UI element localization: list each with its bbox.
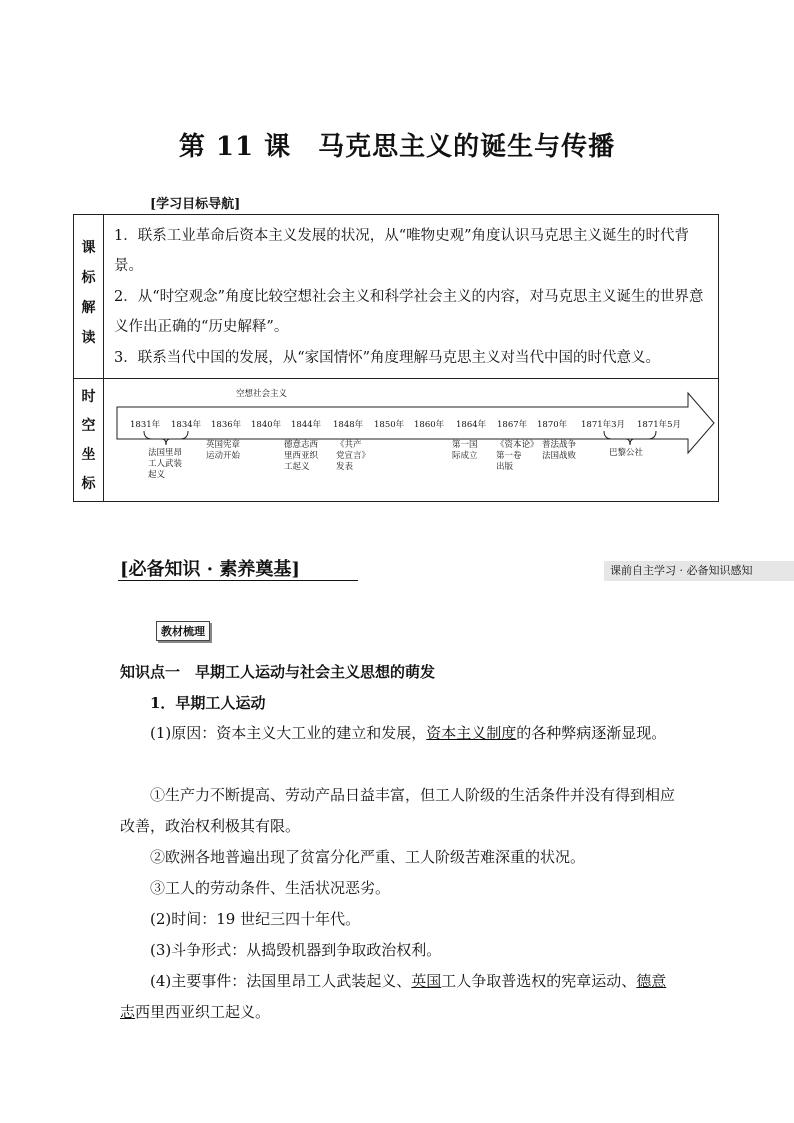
timeline-year: 1871年3月 bbox=[581, 420, 626, 430]
textbook-badge: 教材梳理 bbox=[156, 621, 210, 641]
row1-header: 课 标 解 读 bbox=[81, 240, 96, 346]
timeline-event: 德意志西里西亚织工起义 bbox=[284, 440, 319, 472]
timeline-year: 1840年 bbox=[251, 420, 282, 430]
cause-paragraph: (1)原因：资本主义大工业的建立和发展，资本主义制度的各种弊病逐渐显现。 bbox=[150, 724, 667, 742]
timeline-year: 1867年 bbox=[497, 420, 528, 430]
page-title: 第 11 课 马克思主义的诞生与传播 bbox=[178, 132, 616, 162]
point-2: ②欧洲各地普遍出现了贫富分化严重、工人阶级苦难深重的状况。 bbox=[150, 848, 586, 866]
timeline-year: 1850年 bbox=[374, 420, 405, 430]
goal-2: 2．从“时空观念”角度比较空想社会主义和科学社会主义的内容，对马克思主义诞生的世界意义作出正确的“历史解释”。 bbox=[114, 289, 704, 335]
timeline-event: 巴黎公社 bbox=[609, 448, 644, 458]
guide-label: [学习目标导航] bbox=[150, 197, 241, 212]
timeline-year: 1836年 bbox=[211, 420, 242, 430]
timeline-year: 1870年 bbox=[537, 420, 568, 430]
point-3: ③工人的劳动条件、生活状况恶劣。 bbox=[150, 879, 391, 897]
timeline-event: 第一国际成立 bbox=[452, 440, 478, 461]
timeline-year: 1834年 bbox=[171, 420, 202, 430]
timeline-event: 普法战争法国战败 bbox=[542, 440, 577, 461]
timeline-year: 1871年5月 bbox=[637, 420, 682, 430]
timeline-event: 《资本论》第一卷出版 bbox=[496, 440, 539, 472]
sub-heading: 1．早期工人运动 bbox=[150, 694, 266, 712]
timeline-event: 法国里昂工人武装起义 bbox=[148, 448, 183, 480]
knowledge-heading: 知识点一 早期工人运动与社会主义思想的萌发 bbox=[120, 663, 436, 681]
goal-1: 1．联系工业革命后资本主义发展的状况，从“唯物史观”角度认识马克思主义诞生的时代背景。 bbox=[114, 228, 690, 274]
timeline-diagram bbox=[104, 379, 718, 501]
section-right-label: 课前自主学习 · 必备知识感知 bbox=[604, 561, 794, 581]
timeline-year: 1844年 bbox=[291, 420, 322, 430]
events-paragraph: (4)主要事件：法国里昂工人武装起义、英国工人争取普选权的宪章运动、德意志西里西亚织工起义。 bbox=[120, 972, 667, 1021]
timeline-year: 1864年 bbox=[456, 420, 487, 430]
time-line: (2)时间：19 世纪三四十年代。 bbox=[150, 910, 361, 928]
timeline-year: 1848年 bbox=[333, 420, 364, 430]
goal-3: 3．联系当代中国的发展，从“家国情怀”角度理解马克思主义对当代中国的时代意义。 bbox=[114, 350, 661, 366]
timeline-top-label: 空想社会主义 bbox=[236, 389, 288, 399]
timeline-event: 《共产党宣言》发表 bbox=[336, 440, 371, 472]
timeline-year: 1831年 bbox=[130, 420, 161, 430]
goals-table bbox=[73, 214, 719, 502]
form-line: (3)斗争形式：从捣毁机器到争取政治权利。 bbox=[150, 941, 442, 959]
timeline-year: 1860年 bbox=[414, 420, 445, 430]
section-title: [必备知识 · 素养奠基] bbox=[120, 559, 300, 580]
point-1: ①生产力不断提高、劳动产品日益丰富，但工人阶级的生活条件并没有得到相应改善，政治权利极其有限。 bbox=[120, 786, 676, 835]
row2-header: 时 空 坐 标 bbox=[81, 389, 96, 492]
section-underline bbox=[118, 580, 358, 581]
timeline-event: 英国宪章运动开始 bbox=[206, 440, 241, 461]
